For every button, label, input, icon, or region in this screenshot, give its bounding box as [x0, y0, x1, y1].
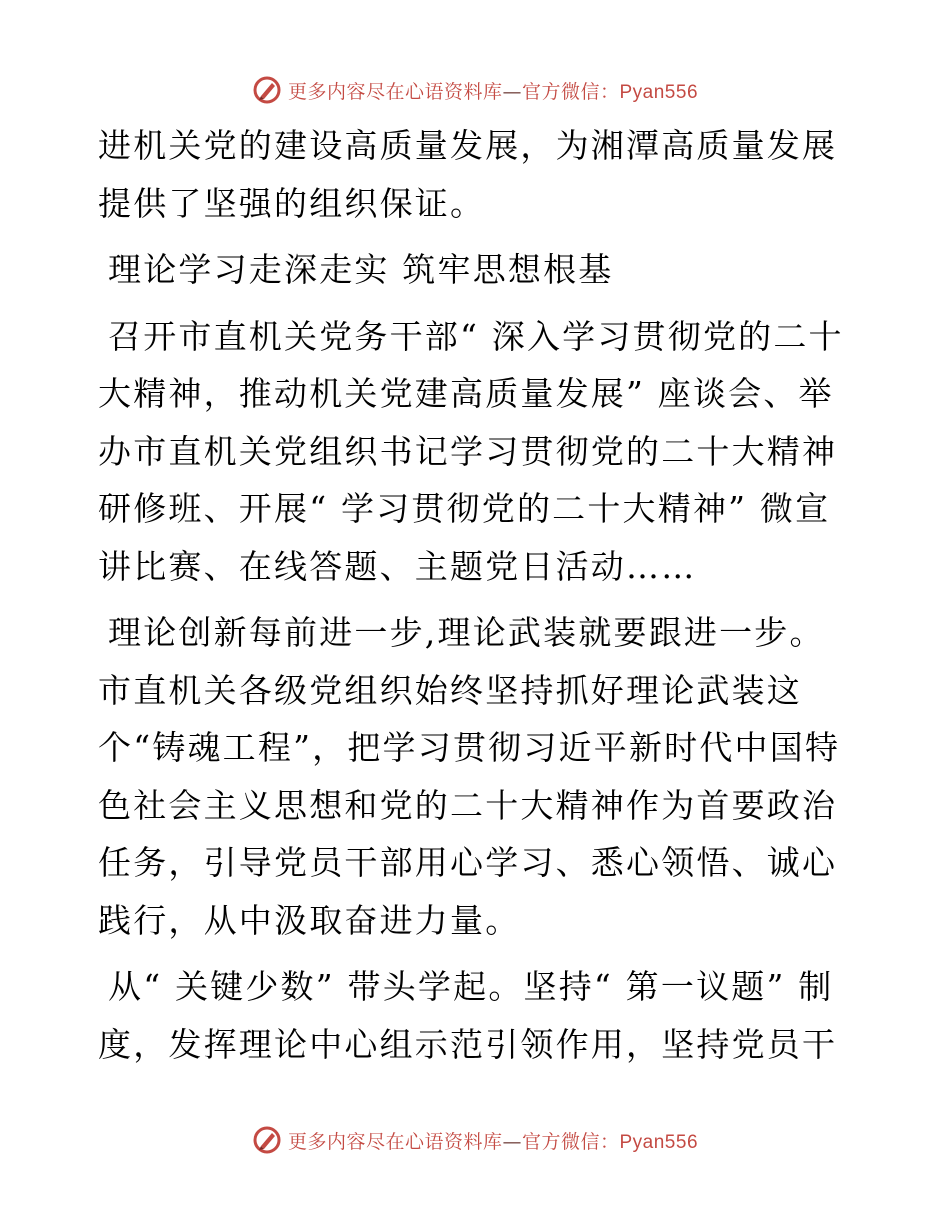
header-watermark: [0, 70, 950, 110]
document-body: [98, 117, 858, 1082]
watermark-text: 更多内容尽在心语资料库—官方微信：Pyan556: [287, 1130, 699, 1153]
paragraph-continuation: 进机关党的建设高质量发展，为湘潭高质量发展提供了坚强的组织保证。: [98, 126, 838, 223]
paragraph-theory: 理论创新每前进一步,理论武装就要跟进一步。市直机关各级党组织始终坚持抓好理论武装这个“铸魂工程”，把学习贯彻习近平新时代中国特色社会主义思想和党的二十大精神作为首要政治任务，引导党员干部用心学习、悉心领悟、诚心践行，从中汲取奋进力量。: [98, 613, 841, 940]
watermark-text: 更多内容尽在心语资料库—官方微信：Pyan556: [287, 80, 699, 103]
section-heading: 理论学习走深走实 筑牢思想根基: [108, 250, 614, 289]
paragraph-key-minority: 从“ 关键少数” 带头学起。坚持“ 第一议题” 制度，发挥理论中心组示范引领作用，坚持党员干: [98, 967, 838, 1064]
paragraph-activities: 召开市直机关党务干部“ 深入学习贯彻党的二十大精神，推动机关党建高质量发展” 座谈会、举办市直机关党组织书记学习贯彻党的二十大精神研修班、开展“ 学习贯彻党的二十大精神” 微宣讲比赛、在线答题、主题党日活动……: [98, 316, 844, 586]
pen-circle-logo-icon: [252, 75, 282, 105]
pen-circle-logo-icon: [252, 1125, 282, 1155]
footer-watermark: [0, 1120, 950, 1160]
